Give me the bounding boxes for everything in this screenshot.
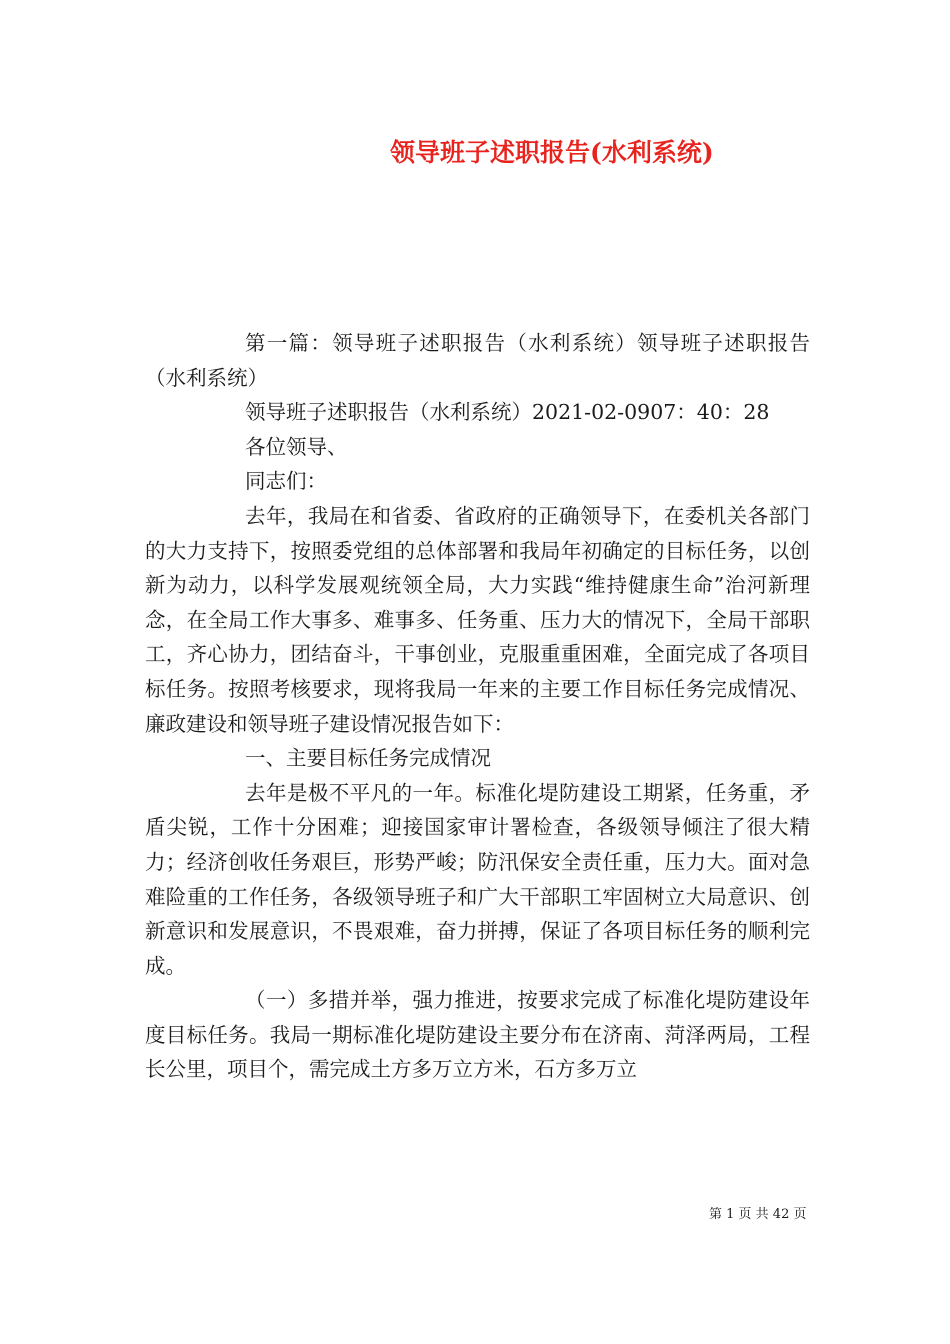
document-title: 领导班子述职报告(水利系统) [390,138,714,167]
section-heading: 一、主要目标任务完成情况 [245,746,491,771]
salutation-leaders: 各位领导、 [245,434,348,459]
page-number-footer: 第 1 页 共 42 页 [709,1207,807,1222]
paragraph-year-review: 去年是极不平凡的一年。标准化堤防建设工期紧，任务重，矛盾尖锐，工作十分困难；迎接国家审计署检查，各级领导倾注了很大精力；经济创收任务艰巨，形势严峻；防汛保安全责任重，压力大。面对急难险重的工作任务，各级领导班子和广大干部职工牢固树立大局意识、创新意识和发展意识，不畏艰难，奋力拼搏，保证了各项目标任务的顺利完成。 [145,780,810,978]
document-body [145,326,810,1087]
dated-title: 领导班子述职报告（水利系统）2021-02-0907：40：28 [245,400,770,425]
paragraph-intro: 去年，我局在和省委、省政府的正确领导下，在委机关各部门的大力支持下，按照委党组的总体部署和我局年初确定的目标任务，以创新为动力，以科学发展观统领全局，大力实践“维持健康生命”治河新理念，在全局工作大事多、难事多、任务重、压力大的情况下，全局干部职工，齐心协力，团结奋斗，干事创业，克服重重困难，全面完成了各项目标任务。按照考核要求，现将我局一年来的主要工作目标任务完成情况、廉政建设和领导班子建设情况报告如下： [145,503,810,736]
paragraph-levee-construction: （一）多措并举，强力推进，按要求完成了标准化堤防建设年度目标任务。我局一期标准化堤防建设主要分布在济南、菏泽两局，工程长公里，项目个，需完成土方多万立方米，石方多万立 [145,988,810,1082]
salutation-comrades: 同志们： [245,469,327,494]
heading-line: 第一篇：领导班子述职报告（水利系统）领导班子述职报告（水利系统） [145,331,810,390]
